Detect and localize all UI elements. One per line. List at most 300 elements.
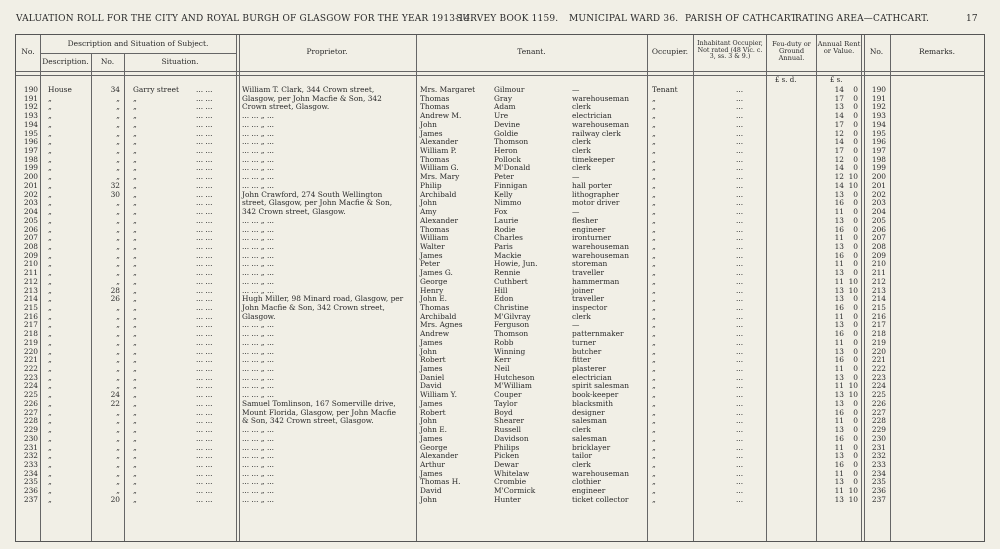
- situation-dots: ... ...: [196, 311, 213, 321]
- tenant-surname: Howie, Jun.: [494, 259, 538, 269]
- row-number: 226: [23, 398, 38, 408]
- row-number: 197: [23, 146, 38, 156]
- situation-dots: ... ...: [196, 102, 213, 112]
- situation-dots: ... ...: [196, 346, 213, 356]
- inhabitant-cell: ...: [736, 337, 744, 347]
- house-number-cell: „: [116, 477, 120, 487]
- rent-pounds: 12: [834, 154, 844, 164]
- description-cell: „: [48, 119, 52, 129]
- rent-shillings: 0: [853, 233, 858, 243]
- inhabitant-cell: ...: [736, 494, 744, 504]
- situation-dots: ... ...: [196, 294, 213, 304]
- occupier-cell: „: [652, 259, 656, 269]
- situation-cell: „: [133, 337, 137, 347]
- proprietor-cell: Samuel Tomlinson, 167 Somerville drive,: [242, 398, 396, 408]
- occupier-cell: „: [652, 416, 656, 426]
- house-number-cell: „: [116, 207, 120, 217]
- proprietor-cell: ... ... „ ...: [242, 119, 275, 129]
- rent-pounds: 13: [834, 189, 844, 199]
- description-cell: „: [48, 215, 52, 225]
- house-number-cell: „: [116, 407, 120, 417]
- situation-dots: ... ...: [196, 128, 213, 138]
- row-number: 204: [23, 207, 38, 217]
- parish: PARISH OF CATHCART.: [685, 14, 799, 24]
- rent-shillings: 10: [848, 381, 858, 391]
- row-number: 199: [23, 163, 38, 173]
- occupier-cell: „: [652, 146, 656, 156]
- occupier-cell: „: [652, 276, 656, 286]
- rent-pounds: 16: [834, 329, 844, 339]
- tenant-occupation: clerk: [572, 102, 591, 112]
- situation-dots: ... ...: [196, 451, 213, 461]
- situation-dots: ... ...: [196, 303, 213, 312]
- tenant-occupation: motor driver: [572, 198, 620, 208]
- description-cell: „: [48, 294, 52, 304]
- occupier-cell: „: [652, 189, 656, 199]
- house-number-cell: „: [116, 459, 120, 469]
- rent-shillings: 0: [853, 425, 858, 435]
- situation-dots: ... ...: [196, 276, 213, 286]
- header-proprietor: Proprietor.: [306, 47, 348, 56]
- row-number-right: 220: [871, 346, 886, 356]
- situation-cell: „: [133, 486, 137, 496]
- description-cell: „: [48, 207, 52, 217]
- row-number: 206: [23, 224, 38, 234]
- row-number-right: 216: [871, 311, 886, 321]
- situation-cell: „: [133, 119, 137, 129]
- occupier-cell: „: [652, 163, 656, 173]
- row-number: 222: [23, 364, 38, 374]
- rent-pounds: 14: [834, 111, 844, 121]
- tenant-forename: Mrs. Agnes: [420, 320, 463, 330]
- proprietor-cell: ... ... „ ...: [242, 215, 275, 225]
- tenant-occupation: electrician: [572, 111, 612, 121]
- row-number-right: 217: [871, 320, 886, 330]
- tenant-forename: John: [420, 198, 437, 208]
- tenant-surname: Boyd: [494, 407, 513, 417]
- proprietor-cell: ... ... „ ...: [242, 442, 275, 452]
- situation-dots: ... ...: [196, 198, 213, 208]
- tenant-surname: Whitelaw: [494, 468, 530, 478]
- rent-shillings: 0: [853, 311, 858, 321]
- occupier-cell: „: [652, 494, 656, 504]
- tenant-forename: James: [420, 398, 443, 408]
- tenant-forename: James: [420, 364, 443, 374]
- row-number: 205: [23, 215, 38, 225]
- rent-shillings: 0: [853, 198, 858, 208]
- situation-dots: ... ...: [196, 146, 213, 156]
- tenant-forename: Peter: [420, 259, 440, 269]
- rent-shillings: 0: [853, 268, 858, 278]
- situation-cell: „: [133, 329, 137, 339]
- house-number-cell: „: [116, 259, 120, 269]
- tenant-occupation: plasterer: [572, 364, 607, 374]
- situation-dots: ... ...: [196, 250, 213, 260]
- occupier-cell: „: [652, 320, 656, 330]
- occupier-cell: „: [652, 451, 656, 461]
- row-number: 201: [23, 180, 38, 190]
- rent-pounds: 13: [834, 390, 844, 400]
- row-number-right: 212: [871, 276, 886, 286]
- tenant-forename: James G.: [420, 268, 453, 278]
- row-number-right: 207: [871, 233, 886, 243]
- rent-pounds: 11: [834, 442, 844, 452]
- tenant-surname: Gilmour: [494, 85, 525, 94]
- tenant-occupation: flesher: [572, 215, 598, 225]
- row-number: 224: [23, 381, 38, 391]
- description-cell: „: [48, 311, 52, 321]
- proprietor-cell: ... ... „ ...: [242, 477, 275, 487]
- proprietor-cell: ... ... „ ...: [242, 433, 275, 443]
- occupier-cell: „: [652, 241, 656, 251]
- description-cell: „: [48, 268, 52, 278]
- tenant-surname: Gray: [494, 93, 513, 103]
- house-number-cell: „: [116, 433, 120, 443]
- tenant-surname: M'Donald: [494, 163, 531, 173]
- rent-shillings: 10: [848, 494, 858, 504]
- tenant-occupation: timekeeper: [572, 154, 615, 164]
- rent-shillings: 0: [853, 259, 858, 269]
- rent-units: £ s.: [830, 76, 843, 84]
- situation-dots: ... ...: [196, 207, 213, 217]
- tenant-surname: Ure: [494, 111, 509, 121]
- situation-cell: „: [133, 494, 137, 504]
- inhabitant-cell: ...: [736, 250, 744, 260]
- row-number: 234: [23, 468, 38, 478]
- row-number-right: 228: [871, 416, 886, 426]
- inhabitant-cell: ...: [736, 259, 744, 269]
- house-number-cell: 34: [110, 85, 120, 94]
- inhabitant-cell: ...: [736, 303, 744, 312]
- description-cell: „: [48, 111, 52, 121]
- rent-pounds: 11: [834, 381, 844, 391]
- description-cell: „: [48, 433, 52, 443]
- tenant-surname: Picken: [494, 451, 520, 461]
- description-cell: „: [48, 180, 52, 190]
- rent-pounds: 11: [834, 207, 844, 217]
- row-number-right: 208: [871, 241, 886, 251]
- tenant-forename: Arthur: [420, 459, 445, 469]
- occupier-cell: „: [652, 233, 656, 243]
- row-number: 225: [23, 390, 38, 400]
- tenant-forename: Thomas: [420, 154, 450, 164]
- tenant-surname: Crombie: [494, 477, 527, 487]
- rent-pounds: 16: [834, 303, 844, 312]
- inhabitant-cell: ...: [736, 93, 744, 103]
- rent-pounds: 13: [834, 285, 844, 295]
- inhabitant-cell: ...: [736, 433, 744, 443]
- tenant-surname: Ferguson: [494, 320, 530, 330]
- tenant-forename: Mrs. Margaret: [420, 85, 476, 94]
- row-number-right: 209: [871, 250, 886, 260]
- proprietor-cell: ... ... „ ...: [242, 381, 275, 391]
- header-no: No.: [21, 47, 35, 56]
- tenant-forename: Robert: [420, 355, 446, 365]
- house-number-cell: 26: [110, 294, 120, 304]
- occupier-cell: „: [652, 486, 656, 496]
- tenant-occupation: inspector: [572, 303, 608, 312]
- row-number: 198: [23, 154, 38, 164]
- occupier-cell: „: [652, 425, 656, 435]
- house-number-cell: „: [116, 198, 120, 208]
- tenant-occupation: clerk: [572, 163, 591, 173]
- tenant-surname: Rodie: [494, 224, 516, 234]
- situation-cell: „: [133, 398, 137, 408]
- house-number-cell: 22: [110, 398, 120, 408]
- house-number-cell: „: [116, 425, 120, 435]
- tenant-forename: John: [420, 416, 437, 426]
- situation-cell: „: [133, 233, 137, 243]
- proprietor-cell: 342 Crown street, Glasgow.: [242, 207, 346, 217]
- row-number-right: 194: [871, 119, 886, 129]
- tenant-occupation: warehouseman: [572, 468, 629, 478]
- inhabitant-cell: ...: [736, 364, 744, 374]
- page-header: [0, 14, 1000, 30]
- row-number-right: 222: [871, 364, 886, 374]
- description-cell: „: [48, 407, 52, 417]
- proprietor-cell: John Crawford, 274 South Wellington: [242, 189, 383, 199]
- tenant-occupation: warehouseman: [572, 119, 629, 129]
- house-number-cell: „: [116, 241, 120, 251]
- tenant-occupation: hall porter: [572, 180, 612, 190]
- tenant-occupation: blacksmith: [572, 398, 614, 408]
- house-number-cell: „: [116, 250, 120, 260]
- description-cell: „: [48, 372, 52, 382]
- occupier-cell: „: [652, 224, 656, 234]
- proprietor-cell: street, Glasgow, per John Macfie & Son,: [242, 198, 393, 208]
- house-number-cell: „: [116, 154, 120, 164]
- tenant-surname: Heron: [494, 146, 518, 156]
- proprietor-cell: ... ... „ ...: [242, 250, 275, 260]
- tenant-surname: M'Cormick: [494, 486, 536, 496]
- rent-pounds: 13: [834, 451, 844, 461]
- house-number-cell: „: [116, 320, 120, 330]
- rent-shillings: 0: [853, 416, 858, 426]
- tenant-surname: Hill: [494, 285, 508, 295]
- occupier-cell: „: [652, 102, 656, 112]
- tenant-forename: William G.: [420, 163, 459, 173]
- situation-cell: „: [133, 111, 137, 121]
- description-cell: „: [48, 224, 52, 234]
- table-row: [16, 496, 984, 505]
- rent-pounds: 16: [834, 224, 844, 234]
- tenant-forename: James: [420, 128, 443, 138]
- tenant-occupation: clerk: [572, 425, 591, 435]
- description-cell: „: [48, 250, 52, 260]
- situation-cell: „: [133, 215, 137, 225]
- house-number-cell: 32: [110, 180, 120, 190]
- rent-shillings: 0: [853, 215, 858, 225]
- tenant-surname: Thomson: [494, 329, 529, 339]
- occupier-cell: „: [652, 311, 656, 321]
- description-cell: „: [48, 303, 52, 312]
- description-cell: „: [48, 416, 52, 426]
- rent-shillings: 0: [853, 224, 858, 234]
- inhabitant-cell: ...: [736, 285, 744, 295]
- rent-shillings: 0: [853, 329, 858, 339]
- situation-dots: ... ...: [196, 398, 213, 408]
- description-cell: „: [48, 285, 52, 295]
- row-number-right: 223: [871, 372, 886, 382]
- situation-dots: ... ...: [196, 477, 213, 487]
- inhabitant-cell: ...: [736, 154, 744, 164]
- description-cell: „: [48, 102, 52, 112]
- occupier-cell: Tenant: [652, 85, 678, 94]
- occupier-cell: „: [652, 346, 656, 356]
- proprietor-cell: ... ... „ ...: [242, 320, 275, 330]
- situation-dots: ... ...: [196, 285, 213, 295]
- rent-pounds: 13: [834, 268, 844, 278]
- proprietor-cell: ... ... „ ...: [242, 268, 275, 278]
- tenant-forename: James: [420, 337, 443, 347]
- tenant-surname: Pollock: [494, 154, 521, 164]
- occupier-cell: „: [652, 381, 656, 391]
- row-number: 191: [23, 93, 38, 103]
- description-cell: House: [48, 85, 72, 94]
- rent-shillings: 10: [848, 276, 858, 286]
- rent-shillings: 0: [853, 189, 858, 199]
- description-cell: „: [48, 137, 52, 147]
- proprietor-cell: ... ... „ ...: [242, 337, 275, 347]
- rent-pounds: 17: [834, 146, 844, 156]
- occupier-cell: „: [652, 337, 656, 347]
- house-number-cell: „: [116, 268, 120, 278]
- row-number-right: 211: [871, 268, 886, 278]
- tenant-surname: Cuthbert: [494, 276, 528, 286]
- rent-shillings: 0: [853, 364, 858, 374]
- row-number-right: 193: [871, 111, 886, 121]
- rent-pounds: 17: [834, 119, 844, 129]
- proprietor-cell: ... ... „ ...: [242, 285, 275, 295]
- group-rule: [40, 53, 236, 54]
- tenant-surname: Robb: [494, 337, 514, 347]
- description-cell: „: [48, 355, 52, 365]
- occupier-cell: „: [652, 154, 656, 164]
- tenant-occupation: warehouseman: [572, 250, 629, 260]
- house-number-cell: „: [116, 311, 120, 321]
- tenant-surname: Christine: [494, 303, 529, 312]
- inhabitant-cell: ...: [736, 189, 744, 199]
- situation-cell: „: [133, 346, 137, 356]
- description-cell: „: [48, 146, 52, 156]
- tenant-forename: James: [420, 468, 443, 478]
- rent-pounds: 17: [834, 93, 844, 103]
- occupier-cell: „: [652, 137, 656, 147]
- situation-dots: ... ...: [196, 416, 213, 426]
- row-number: 214: [23, 294, 38, 304]
- rent-shillings: 0: [853, 355, 858, 365]
- tenant-occupation: —: [572, 172, 580, 182]
- tenant-forename: George: [420, 442, 448, 452]
- occupier-cell: „: [652, 372, 656, 382]
- rent-pounds: 11: [834, 468, 844, 478]
- row-number-right: 231: [871, 442, 886, 452]
- description-cell: „: [48, 390, 52, 400]
- rent-shillings: 10: [848, 180, 858, 190]
- rent-shillings: 0: [853, 372, 858, 382]
- row-number-right: 224: [871, 381, 886, 391]
- occupier-cell: „: [652, 180, 656, 190]
- tenant-occupation: clothier: [572, 477, 601, 487]
- rent-pounds: 13: [834, 241, 844, 251]
- tenant-surname: Kelly: [494, 189, 513, 199]
- occupier-cell: „: [652, 407, 656, 417]
- occupier-cell: „: [652, 329, 656, 339]
- tenant-forename: Walter: [420, 241, 445, 251]
- rent-pounds: 16: [834, 355, 844, 365]
- rent-shillings: 0: [853, 294, 858, 304]
- tenant-surname: Laurie: [494, 215, 519, 225]
- row-number-right: 203: [871, 198, 886, 208]
- description-cell: „: [48, 163, 52, 173]
- inhabitant-cell: ...: [736, 294, 744, 304]
- rating-area: RATING AREA—CATHCART.: [795, 14, 930, 24]
- occupier-cell: „: [652, 364, 656, 374]
- tenant-forename: David: [420, 486, 442, 496]
- rent-shillings: 0: [853, 320, 858, 330]
- rent-shillings: 0: [853, 337, 858, 347]
- occupier-cell: „: [652, 268, 656, 278]
- inhabitant-cell: ...: [736, 172, 744, 182]
- tenant-forename: Amy: [420, 207, 437, 217]
- inhabitant-cell: ...: [736, 442, 744, 452]
- rent-pounds: 14: [834, 85, 844, 94]
- situation-dots: ... ...: [196, 137, 213, 147]
- tenant-forename: Alexander: [420, 215, 459, 225]
- situation-dots: ... ...: [196, 241, 213, 251]
- description-cell: „: [48, 442, 52, 452]
- inhabitant-cell: ...: [736, 477, 744, 487]
- situation-dots: ... ...: [196, 355, 213, 365]
- row-number: 223: [23, 372, 38, 382]
- description-cell: „: [48, 346, 52, 356]
- rent-pounds: 11: [834, 259, 844, 269]
- row-number-right: 230: [871, 433, 886, 443]
- tenant-forename: Archibald: [420, 189, 457, 199]
- tenant-forename: Thomas: [420, 303, 450, 312]
- tenant-surname: Peter: [494, 172, 514, 182]
- rent-shillings: 0: [853, 119, 858, 129]
- situation-cell: „: [133, 172, 137, 182]
- inhabitant-cell: ...: [736, 111, 744, 121]
- tenant-occupation: turner: [572, 337, 596, 347]
- tenant-surname: Devine: [494, 119, 520, 129]
- row-number: 212: [23, 276, 38, 286]
- tenant-occupation: traveller: [572, 268, 605, 278]
- situation-cell: „: [133, 451, 137, 461]
- house-number-cell: „: [116, 303, 120, 312]
- proprietor-cell: ... ... „ ...: [242, 459, 275, 469]
- inhabitant-cell: ...: [736, 224, 744, 234]
- tenant-occupation: —: [572, 85, 580, 94]
- rent-shillings: 0: [853, 85, 858, 94]
- row-number: 207: [23, 233, 38, 243]
- row-number-right: 232: [871, 451, 886, 461]
- situation-cell: „: [133, 163, 137, 173]
- tenant-surname: Kerr: [494, 355, 511, 365]
- row-number-right: 219: [871, 337, 886, 347]
- inhabitant-cell: ...: [736, 398, 744, 408]
- inhabitant-cell: ...: [736, 486, 744, 496]
- rent-pounds: 13: [834, 372, 844, 382]
- tenant-surname: Goldie: [494, 128, 519, 138]
- tenant-occupation: engineer: [572, 224, 606, 234]
- situation-cell: Garry street: [133, 85, 179, 94]
- house-number-cell: „: [116, 364, 120, 374]
- occupier-cell: „: [652, 198, 656, 208]
- tenant-forename: Daniel: [420, 372, 445, 382]
- proprietor-cell: ... ... „ ...: [242, 233, 275, 243]
